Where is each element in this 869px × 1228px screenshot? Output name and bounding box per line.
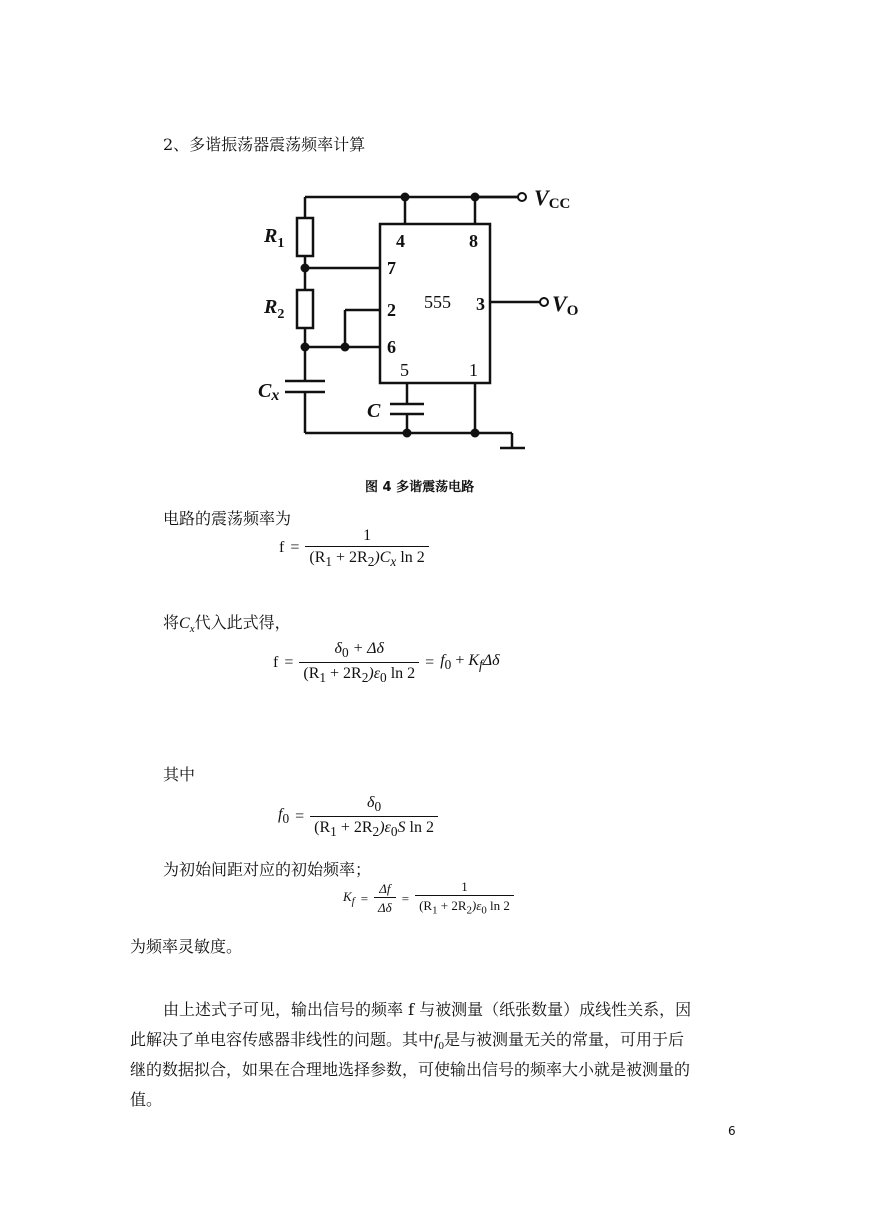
c-label: C [367,400,381,422]
equation-sensitivity: $K_f$ = $\frac{\Delta f}{\Delta\delta}$ = $\frac{1}{(R_1 + 2R_2)\varepsilon_0 \ln 2}$ [340,880,517,916]
vcc-label: VCC [534,185,571,212]
substitution-text: 将$C_x$代入此式得， [163,613,291,636]
conclusion-line-2: 此解决了单电容传感器非线性的问题。其中$f_0$是与被测量无关的常量，可用于后 [130,1030,684,1053]
page-number: 6 [728,1124,736,1138]
freq-intro-text: 电路的震荡频率为 [163,509,292,528]
pin-4-label: 4 [396,231,405,251]
figure-caption: 图 4 多谐震荡电路 [365,480,475,495]
r1-resistor [297,218,313,256]
conclusion-line-1: 由上述式子可见，输出信号的频率 f 与被测量（纸张数量）成线性关系，因 [163,1000,692,1019]
initial-frequency-text: 为初始间距对应的初始频率； [163,860,372,879]
cx-label: Cx [258,380,280,404]
pin-7-label: 7 [387,258,396,278]
conclusion-line-4: 值。 [130,1090,163,1109]
vcc-terminal [518,193,526,201]
equation-frequency: f = $\frac{1}{(R_1 + 2R_2)C_x \ln 2}$ [276,528,432,569]
pin-5-label: 5 [400,360,409,380]
equation-substituted: f = $\frac{\delta_0 + \Delta\delta}{(R_1 + 2R_2)\varepsilon_0 \ln 2}$ = $f_0 + K_f\Delta\delta$ [273,640,500,685]
circuit-diagram [250,180,595,455]
vo-terminal [540,298,548,306]
conclusion-line-3: 继的数据拟合，如果在合理地选择参数，可使输出信号的频率大小就是被测量的 [130,1060,691,1079]
section-heading: 2、多谐振荡器震荡频率计算 [163,135,366,154]
pin-1-label: 1 [469,360,478,380]
vo-label: VO [552,291,579,319]
sensitivity-text: 为频率灵敏度。 [130,937,243,956]
pin-6-label: 6 [387,337,396,357]
pin-2-label: 2 [387,300,396,320]
pin-3-label: 3 [476,294,485,314]
r2-label: $R_2$ [264,296,285,322]
r2-resistor [297,290,313,328]
where-text: 其中 [163,765,196,784]
r1-label: $R_1$ [264,225,285,251]
conclusion-paragraph [130,995,750,1115]
chip-555-label: 555 [424,292,451,312]
equation-initial-frequency: $f_0$ = $\frac{\delta_0}{(R_1 + 2R_2)\varepsilon_0S \ln 2}$ [275,795,441,838]
pin-8-label: 8 [469,231,478,251]
